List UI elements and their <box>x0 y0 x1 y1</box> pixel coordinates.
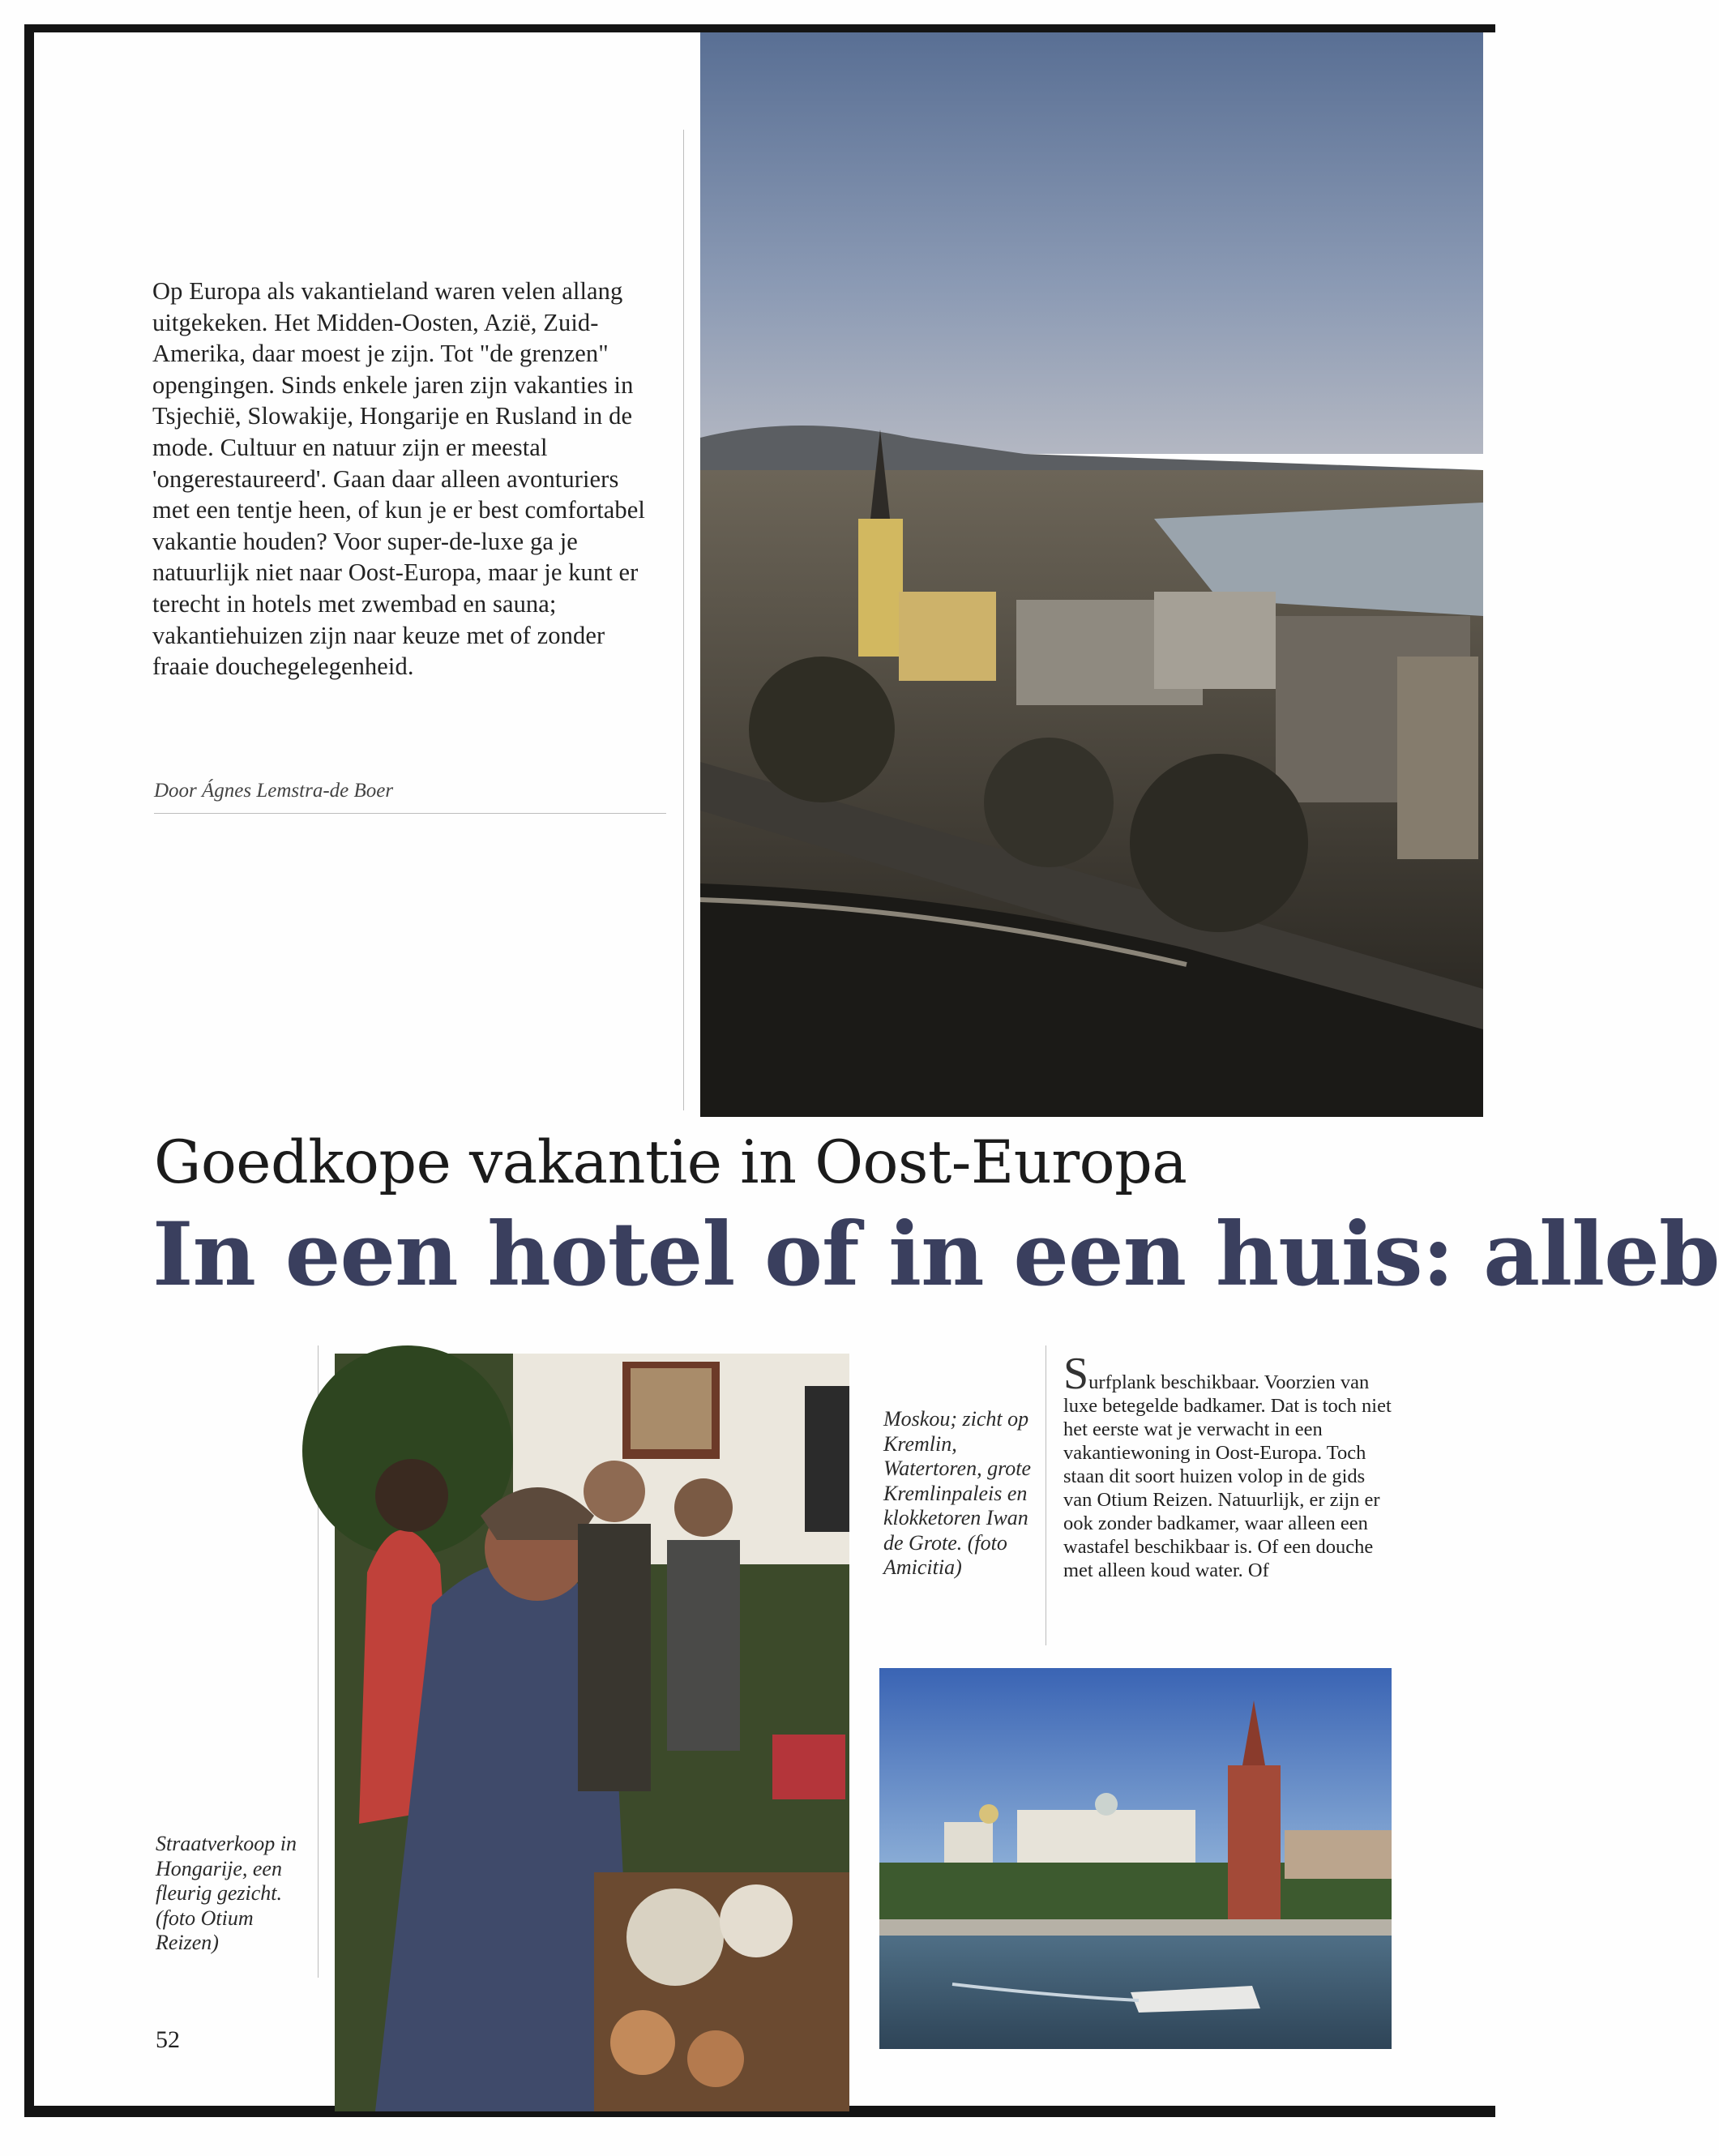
column-rule <box>683 130 684 1110</box>
byline-rule <box>154 813 666 814</box>
byline: Door Ágnes Lemstra-de Boer <box>154 780 394 802</box>
article-title: In een hotel of in een huis: alleb <box>152 1204 1719 1306</box>
page-frame-top <box>32 24 1495 32</box>
body-text <box>1063 1349 1392 1582</box>
intro-paragraph: Op Europa als vakantieland waren velen allang uitgekeken. Het Midden-Oosten, Azië, Zuid-Amerika, daar moest je zijn. Tot "de grenzen" opengingen. Sinds enkele jaren zijn vakanties in Tsjechië, Slowakije, Hongarije en Rusland in de mode. Cultuur en natuur zijn er meestal 'ongerestaureerd'. Gaan daar alleen avonturiers met een tentje heen, of kun je er best comfortabel vakantie houden? Voor super-de-luxe ga je natuurlijk niet naar Oost-Europa, maar je kunt er terecht in hotels met zwembad en sauna; vakantiehuizen zijn naar keuze met of zonder fraaie douchegelegenheid. <box>152 277 645 681</box>
drop-cap: S <box>1063 1349 1089 1399</box>
budapest-photo <box>700 32 1483 1117</box>
body-text-content: urfplank beschikbaar. Voorzien van luxe betegelde badkamer. Dat is toch niet het eerste wat je verwacht in een vakantiewoning in Oost-Europa. Toch staan dit soort huizen volop in de gids van Otium Reizen. Natuurlijk, er zijn er ook zonder badkamer, waar alleen een wastafel beschikbaar is. Of een douche met alleen koud water. Of <box>1063 1371 1392 1581</box>
moscow-photo-caption: Moskou; zicht op Kremlin, Watertoren, grote Kremlinpaleis en klokketoren Iwan de Grote. (foto Amicitia) <box>883 1407 1031 1579</box>
page-number: 52 <box>156 2026 180 2053</box>
page-frame-left <box>24 24 34 2111</box>
market-photo <box>335 1354 849 2111</box>
kremlin-photo <box>879 1668 1392 2049</box>
market-photo-caption: Straatverkoop in Hongarije, een fleurig gezicht. (foto Otium Reizen) <box>156 1832 297 1954</box>
headline: Goedkope vakantie in Oost-Europa <box>154 1128 1187 1197</box>
